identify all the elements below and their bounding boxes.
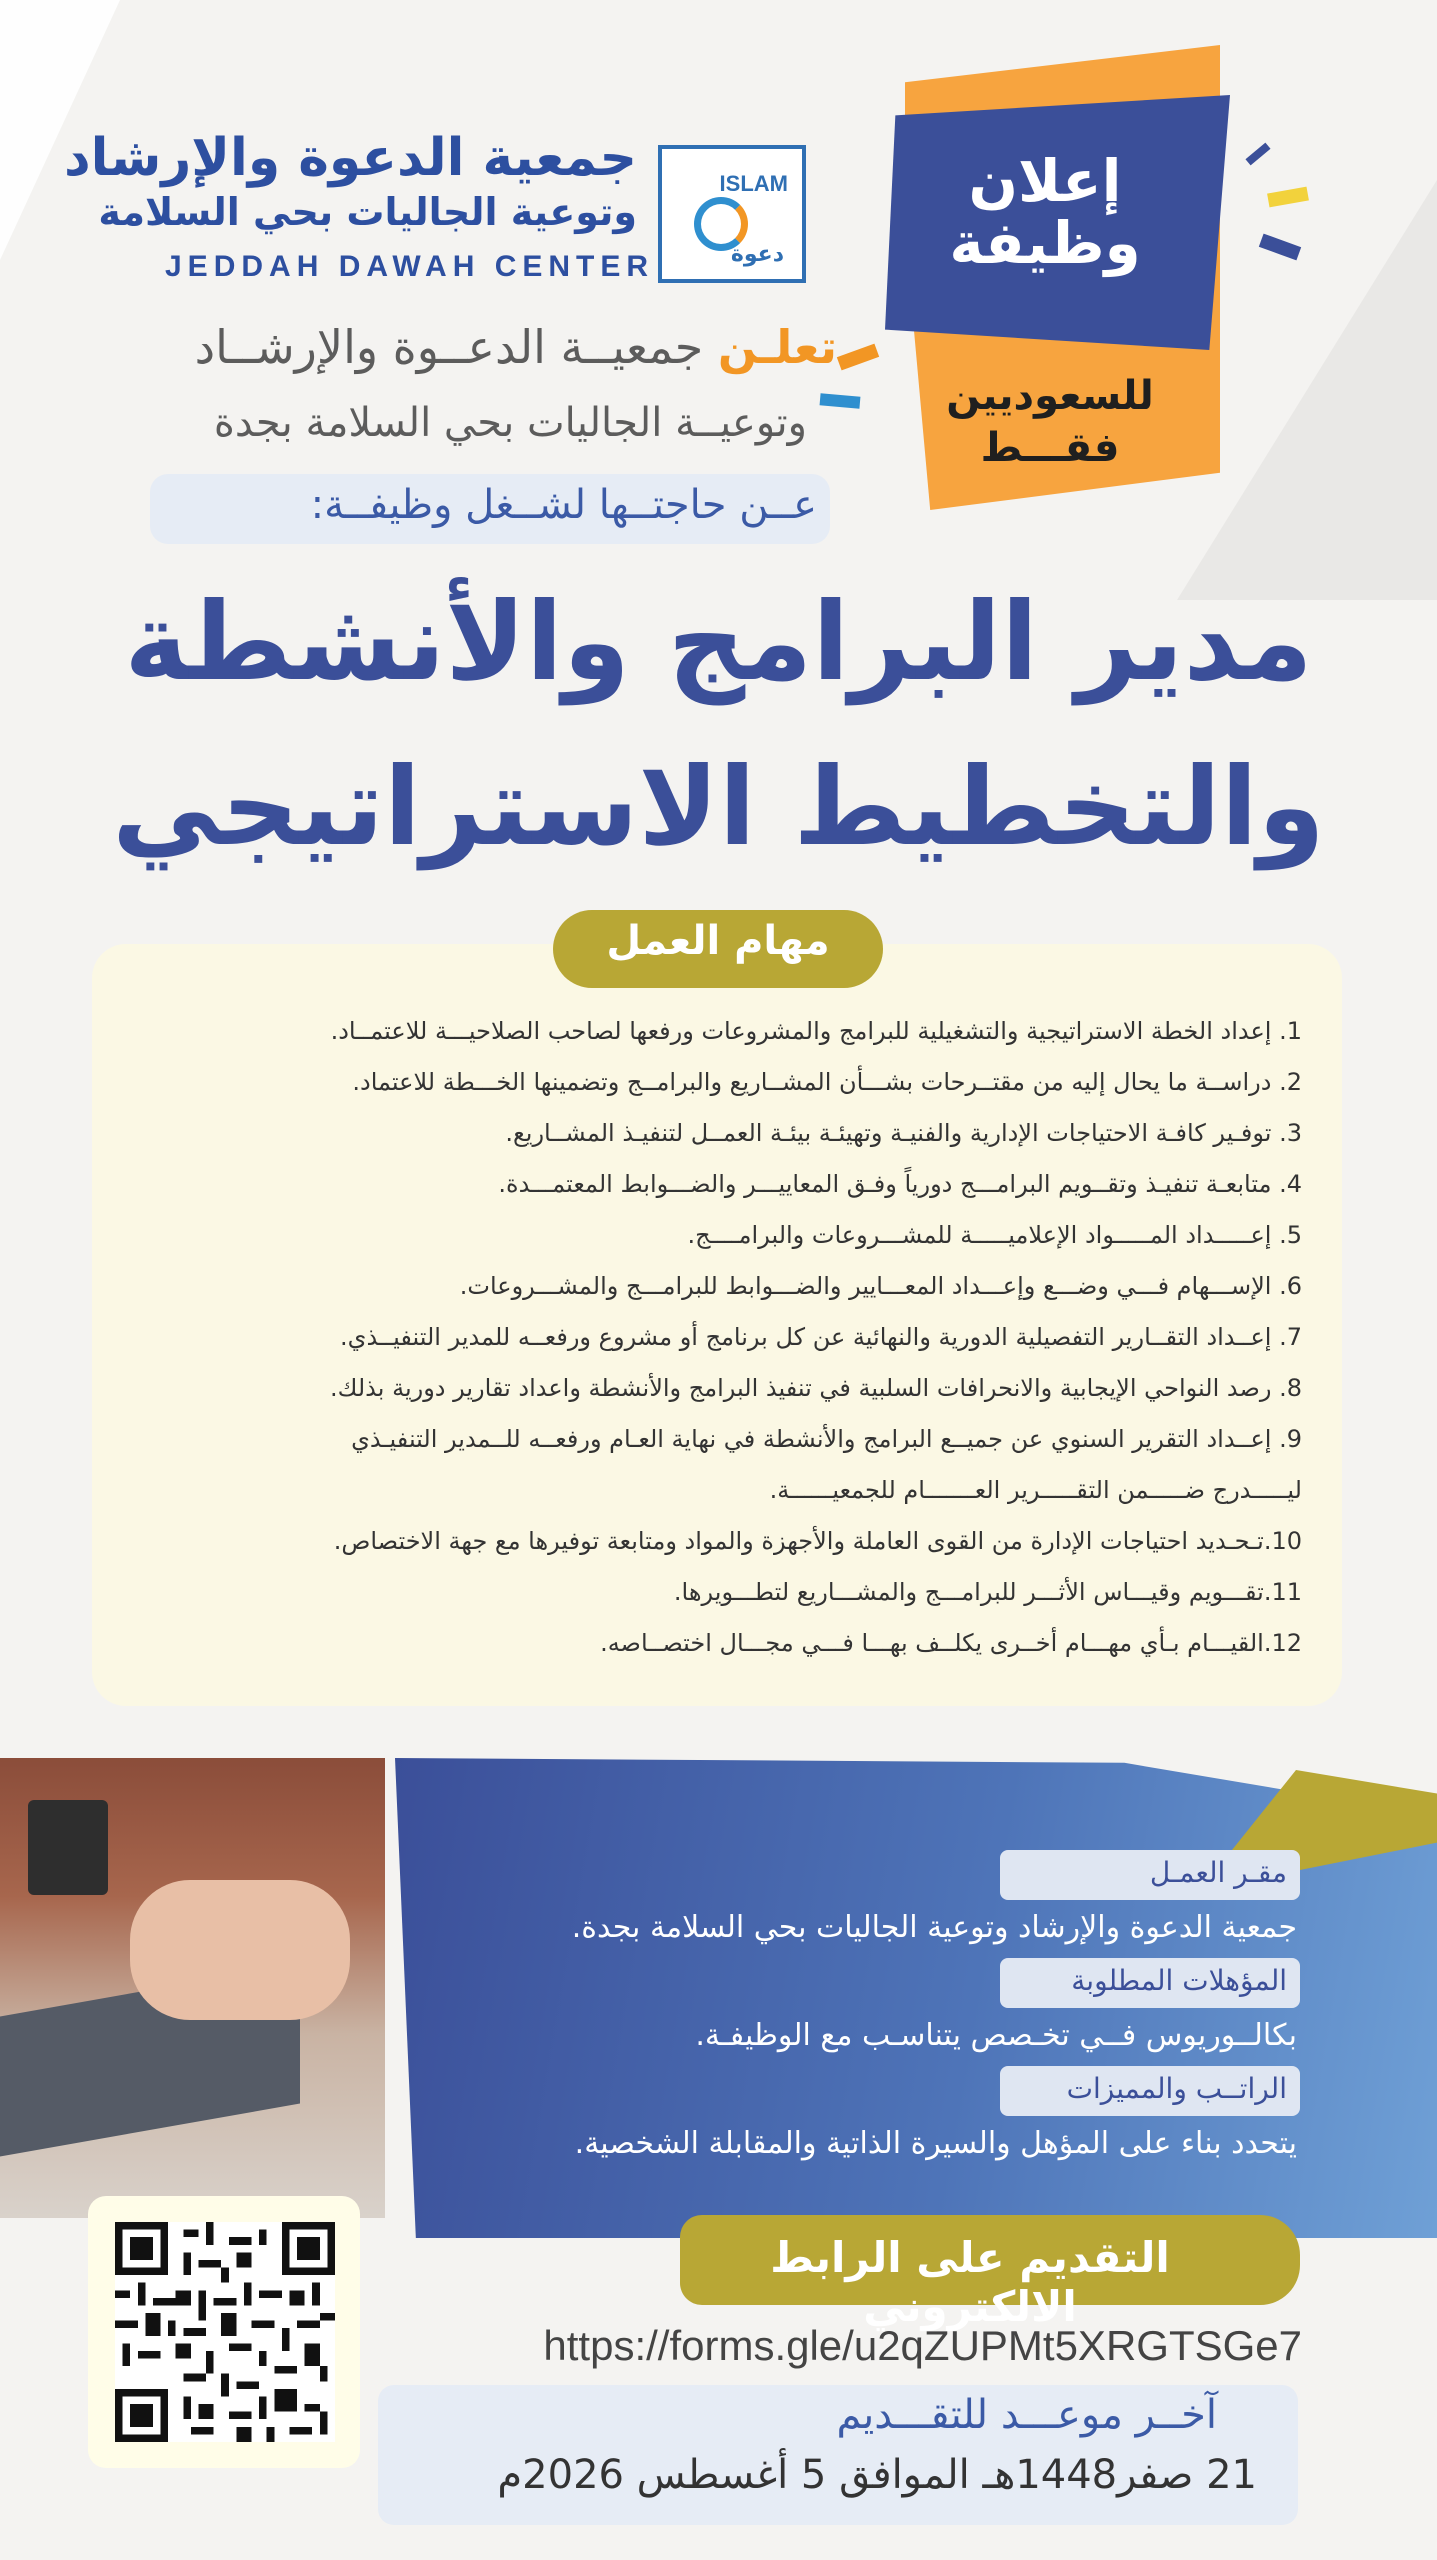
salary-value: يتحدد بناء على المؤهل والسيرة الذاتية والمقابلة الشخصية.	[574, 2126, 1297, 2161]
workplace-label: مقـر العمـل	[1149, 1856, 1287, 1889]
tasks-list	[132, 1006, 1302, 1669]
deadline-label: آخــر موعـــد للتقـــديم	[836, 2392, 1217, 2438]
announcement-line3: عــن حاجتــها لشــغل وظيفــة:	[310, 482, 817, 528]
task-item: 12.القيـــام بـأي مهـــام أخــرى يكلــف بهـــا فـــي مجـــال اختصــاصه.	[600, 1629, 1302, 1657]
job-title-line2: والتخطيط الاستراتيجي	[112, 745, 1325, 870]
task-item: 3. توفـير كافـة الاحتياجات الإدارية والفنيـة وتهيئـة بيئـة العمــل لتنفيـذ المشــاريع.	[505, 1119, 1302, 1147]
announcement-line1	[195, 320, 837, 374]
task-item: 1. إعداد الخطة الاستراتيجية والتشغيلية للبرامج والمشروعات ورفعها لصاحب الصلاحيـــة للاعتمــاد.	[330, 1017, 1302, 1045]
org-name-arabic-line1: جمعية الدعوة والإرشاد	[63, 128, 637, 188]
qr-code[interactable]	[115, 2222, 335, 2442]
task-item: ليـــــدرج ضـــــمن التقـــــرير العـــــــام للجمعيــــــة.	[769, 1476, 1302, 1504]
announcement-line1-text: جمعيــة الدعــوة والإرشــاد	[194, 320, 704, 374]
job-title-line1: مدير البرامج والأنشطة	[124, 580, 1313, 705]
burst-line-icon	[837, 344, 879, 371]
job-announcement-badge-title: إعلان وظيفة	[949, 147, 1141, 277]
qualifications-value: بكالــوريوس فــي تخـصص يتناسـب مع الوظيفـة.	[695, 2018, 1297, 2053]
hands-image	[130, 1880, 350, 2020]
saudis-only-badge	[920, 370, 1180, 474]
announcement-line2: وتوعيــة الجاليات بحي السلامة بجدة	[213, 400, 807, 446]
workplace-value: جمعية الدعوة والإرشاد وتوعية الجاليات بحي السلامة بجدة.	[571, 1910, 1297, 1945]
task-item: 11.تقـــويم وقيـــاس الأثـــر للبرامـــج والمشـــاريع لتطـــويرها.	[673, 1578, 1302, 1606]
apply-url-link[interactable]: https://forms.gle/u2qZUPMt5XRGTSGe7	[543, 2322, 1302, 2369]
task-item: 8. رصد النواحي الإيجابية والانحرافات السلبية في تنفيذ البرامج والأنشطة واعداد تقارير دورية بذلك.	[330, 1374, 1302, 1402]
task-item: 9. إعــداد التقرير السنوي عن جميــع البرامج والأنشطة في نهاية العـام ورفعــه للــمدير التنفيـذي	[351, 1425, 1302, 1453]
task-item: 10.تـحـديد احتياجات الإدارة من القوى العاملة والأجهزة والمواد ومتابعة توفيرها مع جهة الاختصاص.	[333, 1527, 1302, 1555]
saudis-only-line1: للسعوديين	[946, 373, 1154, 419]
task-item: 5. إعـــــداد المـــــواد الإعلاميـــــة للمشـــروعات والبرامــــج.	[687, 1221, 1302, 1249]
org-name-arabic-line2: وتوعية الجاليات بحي السلامة	[98, 190, 637, 234]
task-item: 6. الإســـهام فـــي وضـــع وإعـــداد المعـــايير والضـــوابط للبرامـــج والمشـــروعات.	[459, 1272, 1302, 1300]
announcement-highlight: تعلـن	[717, 320, 837, 374]
org-name-english: JEDDAH DAWAH CENTER	[165, 250, 655, 283]
burst-line-icon	[820, 393, 861, 408]
logo-text-top: ISLAM	[719, 171, 788, 196]
organization-logo	[658, 145, 806, 283]
tasks-heading: مهام العمل	[606, 918, 830, 964]
task-item: 7. إعــداد التقــارير التفصيلية الدورية والنهائية عن كل برنامج أو مشروع ورفعــه للمدير التنفيــذي.	[340, 1323, 1302, 1351]
mug-image	[28, 1800, 108, 1895]
salary-label: الراتــب والمميزات	[1066, 2072, 1287, 2105]
qualifications-label: المؤهلات المطلوبة	[1071, 1964, 1287, 1997]
burst-line-icon	[1245, 143, 1270, 166]
logo-text-bottom: دعوة	[730, 242, 784, 267]
deadline-date: 21 صفر1448هـ الموافق 5 أغسطس 2026م	[497, 2452, 1257, 2498]
apply-label: التقديم على الرابط الالكتروني	[770, 2233, 1170, 2331]
task-item: 4. متابعـة تنفيـذ وتقــويم البرامـــج دورياً وفـق المعاييـــر والضـــوابط المعتمـــدة.	[498, 1170, 1302, 1198]
task-item: 2. دراســة ما يحال إليه من مقتــرحات بشـــأن المشــاريع والبرامــج وتضمينها الخـــطة للاعتماد.	[352, 1068, 1302, 1096]
saudis-only-line2: فقـــط	[980, 425, 1120, 471]
